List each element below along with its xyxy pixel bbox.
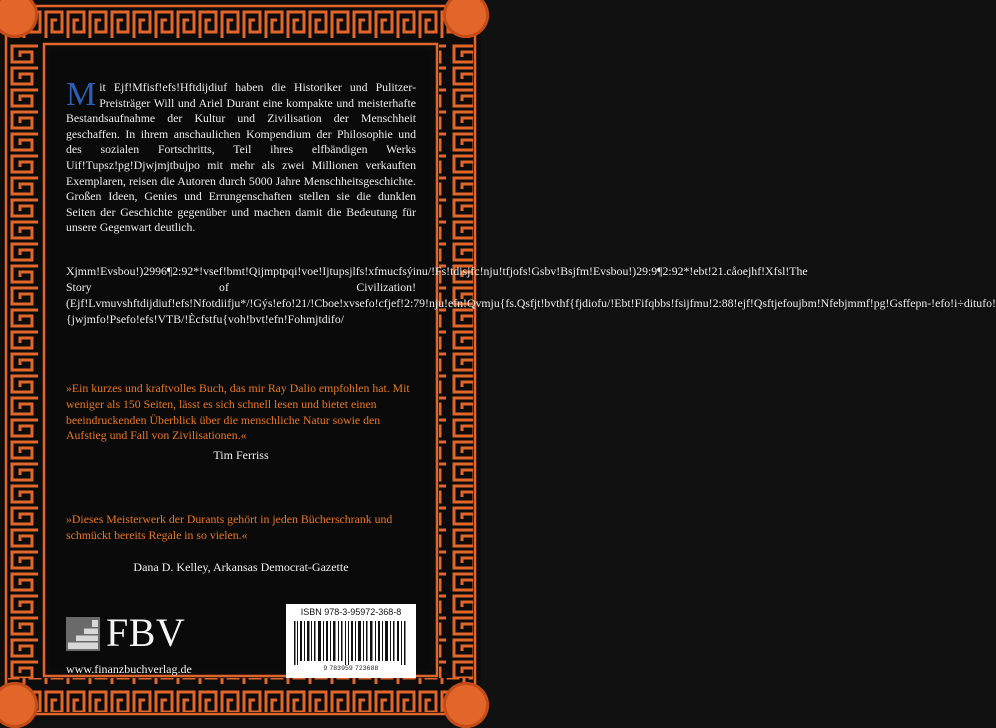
review-author: Tim Ferriss bbox=[213, 448, 269, 462]
publisher-website: www.finanzbuchverlag.de bbox=[66, 662, 192, 676]
blurb-paragraph bbox=[66, 76, 416, 236]
review-quote: »Ein kurzes und kraftvolles Buch, das mir Ray Dalio empfohlen hat. Mit weniger als 150 Seiten, lässt es sich schnell lesen und bietet einen beeindruckenden Überblick über die menschliche Natur sowie den Aufstieg und Fall von Zivilisationen.« bbox=[66, 381, 410, 443]
blurb-text-b: mit mehr als zwei Millionen verkauften Exemplaren, reisen die Autoren durch 5000 Jahre Menschheitsgeschichte. Großen Ideen, Genies und Errungenschaften stellen sie die dunklen Seiten der Geschichte gegenüber und machen damit die Bedeutung für unsere Gegenwart deutlich. bbox=[66, 157, 416, 235]
bio-garbled-1: Xjmm!Evsbou!)2996¶2:92*!vsef!bmt!Qijmptpqi!voe!Ijtupsjlfs!xfmucfsýinu/!Fs!tdisjfc!nju!tfjofs!Gsbv!Bsjfm!Evsbou!)29:9¶2:92*!ebt!21.cåoejhf!Xfsl! bbox=[66, 264, 790, 278]
publisher-name: FBV bbox=[106, 610, 186, 655]
fbv-stairs-icon bbox=[66, 617, 100, 651]
review-author: Dana D. Kelley, Arkansas Democrat-Gazette bbox=[133, 560, 349, 574]
corner-medallion bbox=[0, 682, 38, 728]
blurb-garbled-title: Uif!Tupsz!pg!Djwjmjtbujpo bbox=[66, 157, 200, 172]
bio-garbled-2: !(Ejf!Lvmuvshftdijdiuf!efs!Nfotdiifju*/!Gýs!efo!21/!Cboe!xvsefo!cfjef!2:79!nju!efn!Qvmju{fs.Qsfjt!bvthf{fjdiofu/!Ebt!Fifqbbs!fsijfmu!2:88!ejf!Qsftjefoujbm!Nfebjmmf!pg!Gsffepn-!efo!i÷ditufo!{jwjmfo!Psefo!efs!VTB/!Ècfstfu{voh!bvt!efn!Fohmjtdifo/ bbox=[66, 280, 996, 326]
blurb-text-a: haben die Historiker und Pulitzer-Preisträger Will und Ariel Durant eine kompakte und meisterhafte Bestandsaufnahme der Kultur und Zivilisation der Menschheit geschaffen. In ihrem anschaulichen Kompendium der Philosophie und des sozialen Fortschritts, Teil ihres elfbändigen Werks bbox=[66, 80, 416, 157]
corner-medallion bbox=[443, 682, 489, 728]
drop-cap: M bbox=[66, 76, 97, 113]
review-quote: »Dieses Meisterwerk der Durants gehört in jeden Bücherschrank und schmückt bereits Regale in so vielen.« bbox=[66, 512, 393, 542]
barcode-digits: 9 783959 723688 bbox=[323, 665, 379, 672]
barcode-box bbox=[286, 604, 416, 678]
blurb-garbled-lead: it Ejf!Mfisf!efs!Hftdijdiuf bbox=[99, 80, 228, 94]
corner-medallion bbox=[443, 0, 489, 38]
isbn-label: ISBN 978-3-95972-368-8 bbox=[300, 607, 402, 617]
author-bio-paragraph bbox=[66, 263, 996, 327]
barcode-icon bbox=[292, 621, 410, 665]
bio-series-title: The Story of Civilization bbox=[66, 264, 808, 294]
